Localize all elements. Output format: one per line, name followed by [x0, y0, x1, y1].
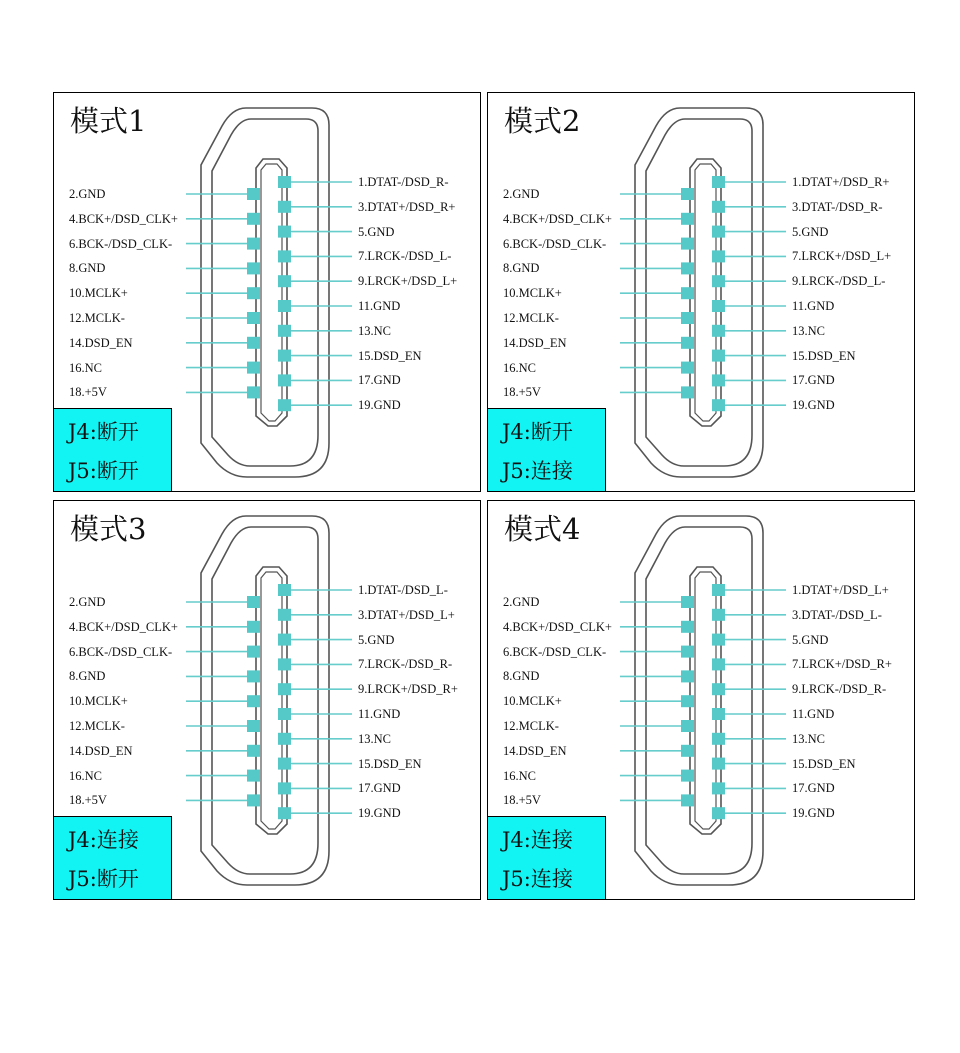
right-pin-contact	[278, 350, 291, 362]
jumper-j5-status: J5:连接	[502, 867, 573, 891]
left-pin-label: 16.NC	[69, 360, 102, 375]
right-pin-contact	[278, 683, 291, 695]
left-pin-label: 12.MCLK-	[503, 311, 559, 325]
right-pin-contact	[712, 300, 725, 312]
mode-panel-3	[53, 500, 481, 900]
right-pin-label: 7.LRCK-/DSD_L-	[358, 249, 452, 264]
left-pin-label: 18.+5V	[503, 793, 541, 808]
right-pin-contact	[712, 250, 725, 262]
left-pin-label: 10.MCLK+	[69, 694, 128, 709]
mode-panel-1	[53, 92, 481, 492]
right-pin-contact	[278, 634, 291, 646]
left-pin-label: 4.BCK+/DSD_CLK+	[69, 211, 178, 226]
right-pin-label: 7.LRCK-/DSD_R-	[358, 657, 453, 672]
left-pin-contact	[681, 262, 694, 274]
left-pin-contact	[681, 386, 694, 398]
left-pin-contact	[681, 695, 694, 707]
right-pin-contact	[278, 300, 291, 312]
right-pin-label: 11.GND	[792, 707, 835, 721]
right-pin-contact	[278, 374, 291, 386]
jumper-settings-box	[54, 408, 172, 492]
jumper-j4-status: J4:连接	[502, 828, 573, 852]
right-pin-label: 15.DSD_EN	[792, 348, 856, 363]
left-pin-label: 14.DSD_EN	[69, 743, 133, 758]
left-pin-contact	[247, 596, 260, 608]
right-pin-label: 17.GND	[792, 373, 835, 388]
left-pin-label: 8.GND	[503, 261, 540, 276]
left-pin-contact	[681, 621, 694, 633]
left-pin-label: 6.BCK-/DSD_CLK-	[69, 236, 173, 251]
left-pin-label: 16.NC	[503, 768, 536, 783]
right-pin-contact	[278, 782, 291, 794]
right-pin-contact	[278, 658, 291, 670]
left-pin-contact	[247, 695, 260, 707]
right-pin-contact	[712, 733, 725, 745]
left-pin-contact	[247, 720, 260, 732]
right-pin-contact	[712, 807, 725, 819]
right-pin-contact	[278, 807, 291, 819]
left-pin-contact	[681, 720, 694, 732]
left-pin-label: 16.NC	[503, 360, 536, 375]
right-pin-label: 3.DTAT+/DSD_L+	[358, 607, 455, 622]
right-pin-contact	[712, 325, 725, 337]
left-pin-contact	[681, 287, 694, 299]
right-pin-contact	[278, 201, 291, 213]
right-pin-contact	[712, 634, 725, 646]
right-pin-label: 17.GND	[358, 781, 401, 796]
left-pin-contact	[681, 670, 694, 682]
jumper-j5-status: J5:断开	[68, 459, 139, 483]
left-pin-label: 6.BCK-/DSD_CLK-	[503, 644, 607, 659]
right-pin-contact	[278, 275, 291, 287]
left-pin-contact	[681, 337, 694, 349]
left-pin-label: 8.GND	[503, 669, 540, 684]
right-pin-label: 1.DTAT+/DSD_L+	[792, 583, 889, 597]
mode-title: 模式1	[70, 104, 147, 138]
right-pin-label: 7.LRCK+/DSD_L+	[792, 249, 892, 264]
mode-panel-2	[487, 92, 915, 492]
left-pin-label: 14.DSD_EN	[503, 335, 567, 350]
right-pin-label: 5.GND	[792, 224, 829, 239]
left-pin-contact	[681, 238, 694, 250]
left-pin-contact	[247, 287, 260, 299]
left-pin-contact	[247, 262, 260, 274]
right-pin-contact	[712, 683, 725, 695]
right-pin-label: 19.GND	[358, 806, 401, 821]
right-pin-label: 11.GND	[358, 299, 401, 313]
left-pin-label: 10.MCLK+	[69, 286, 128, 301]
right-pin-contact	[712, 350, 725, 362]
mode-title: 模式4	[504, 512, 581, 546]
jumper-j5-status: J5:连接	[502, 459, 573, 483]
right-pin-label: 13.NC	[358, 323, 391, 338]
right-pin-label: 13.NC	[792, 731, 825, 746]
right-pin-label: 11.GND	[358, 707, 401, 721]
jumper-settings-box	[488, 408, 606, 492]
right-pin-label: 1.DTAT-/DSD_L-	[358, 583, 448, 597]
right-pin-label: 15.DSD_EN	[358, 756, 422, 771]
left-pin-contact	[247, 770, 260, 782]
right-pin-contact	[712, 399, 725, 411]
left-pin-contact	[247, 794, 260, 806]
left-pin-label: 6.BCK-/DSD_CLK-	[69, 644, 173, 659]
right-pin-label: 17.GND	[792, 781, 835, 796]
right-pin-contact	[712, 176, 725, 188]
left-pin-label: 4.BCK+/DSD_CLK+	[69, 619, 178, 634]
right-pin-contact	[712, 609, 725, 621]
left-pin-label: 10.MCLK+	[503, 286, 562, 301]
left-pin-contact	[247, 386, 260, 398]
right-pin-contact	[278, 226, 291, 238]
right-pin-label: 11.GND	[792, 299, 835, 313]
left-pin-contact	[681, 596, 694, 608]
right-pin-label: 19.GND	[792, 398, 835, 413]
left-pin-contact	[681, 312, 694, 324]
left-pin-label: 2.GND	[503, 595, 540, 609]
left-pin-label: 2.GND	[69, 595, 106, 609]
left-pin-contact	[681, 213, 694, 225]
left-pin-contact	[681, 745, 694, 757]
jumper-j4-status: J4:连接	[68, 828, 139, 852]
right-pin-contact	[278, 399, 291, 411]
right-pin-contact	[278, 733, 291, 745]
right-pin-contact	[278, 250, 291, 262]
left-pin-label: 14.DSD_EN	[69, 335, 133, 350]
left-pin-contact	[247, 213, 260, 225]
right-pin-label: 1.DTAT+/DSD_R+	[792, 175, 890, 189]
right-pin-contact	[278, 708, 291, 720]
right-pin-contact	[712, 374, 725, 386]
right-pin-label: 5.GND	[358, 632, 395, 647]
left-pin-label: 14.DSD_EN	[503, 743, 567, 758]
left-pin-contact	[681, 646, 694, 658]
left-pin-contact	[247, 312, 260, 324]
left-pin-contact	[681, 188, 694, 200]
left-pin-label: 18.+5V	[69, 793, 107, 808]
left-pin-contact	[247, 337, 260, 349]
jumper-j4-status: J4:断开	[68, 420, 139, 444]
right-pin-contact	[712, 201, 725, 213]
jumper-j4-status: J4:断开	[502, 420, 573, 444]
left-pin-contact	[681, 362, 694, 374]
left-pin-label: 16.NC	[69, 768, 102, 783]
right-pin-label: 17.GND	[358, 373, 401, 388]
left-pin-label: 2.GND	[503, 187, 540, 201]
left-pin-label: 12.MCLK-	[503, 719, 559, 733]
right-pin-label: 13.NC	[358, 731, 391, 746]
left-pin-contact	[247, 646, 260, 658]
left-pin-contact	[247, 670, 260, 682]
right-pin-label: 9.LRCK-/DSD_L-	[792, 274, 886, 289]
jumper-j5-status: J5:断开	[68, 867, 139, 891]
left-pin-label: 10.MCLK+	[503, 694, 562, 709]
left-pin-contact	[247, 621, 260, 633]
right-pin-contact	[712, 758, 725, 770]
right-pin-contact	[712, 658, 725, 670]
right-pin-label: 19.GND	[358, 398, 401, 413]
left-pin-label: 2.GND	[69, 187, 106, 201]
right-pin-label: 3.DTAT-/DSD_L-	[792, 607, 882, 622]
mode-title: 模式3	[70, 512, 147, 546]
right-pin-contact	[278, 176, 291, 188]
right-pin-contact	[278, 609, 291, 621]
left-pin-label: 18.+5V	[503, 385, 541, 400]
right-pin-label: 7.LRCK+/DSD_R+	[792, 657, 892, 672]
right-pin-label: 15.DSD_EN	[358, 348, 422, 363]
right-pin-label: 9.LRCK-/DSD_R-	[792, 682, 887, 697]
right-pin-contact	[712, 584, 725, 596]
jumper-settings-box	[54, 816, 172, 900]
right-pin-label: 15.DSD_EN	[792, 756, 856, 771]
right-pin-label: 13.NC	[792, 323, 825, 338]
right-pin-label: 5.GND	[792, 632, 829, 647]
right-pin-contact	[712, 275, 725, 287]
jumper-settings-box	[488, 816, 606, 900]
right-pin-contact	[278, 584, 291, 596]
left-pin-contact	[247, 745, 260, 757]
left-pin-label: 18.+5V	[69, 385, 107, 400]
right-pin-contact	[278, 758, 291, 770]
mode-title: 模式2	[504, 104, 581, 138]
left-pin-label: 12.MCLK-	[69, 311, 125, 325]
left-pin-label: 6.BCK-/DSD_CLK-	[503, 236, 607, 251]
left-pin-label: 8.GND	[69, 261, 106, 276]
right-pin-label: 9.LRCK+/DSD_R+	[358, 682, 458, 697]
right-pin-contact	[278, 325, 291, 337]
left-pin-label: 4.BCK+/DSD_CLK+	[503, 619, 612, 634]
left-pin-contact	[247, 238, 260, 250]
right-pin-label: 9.LRCK+/DSD_L+	[358, 274, 458, 289]
right-pin-label: 19.GND	[792, 806, 835, 821]
right-pin-label: 3.DTAT+/DSD_R+	[358, 199, 456, 214]
left-pin-contact	[247, 188, 260, 200]
right-pin-label: 5.GND	[358, 224, 395, 239]
left-pin-contact	[681, 770, 694, 782]
left-pin-label: 4.BCK+/DSD_CLK+	[503, 211, 612, 226]
right-pin-contact	[712, 782, 725, 794]
left-pin-label: 12.MCLK-	[69, 719, 125, 733]
left-pin-contact	[247, 362, 260, 374]
mode-panel-4	[487, 500, 915, 900]
left-pin-label: 8.GND	[69, 669, 106, 684]
right-pin-contact	[712, 226, 725, 238]
left-pin-contact	[681, 794, 694, 806]
right-pin-label: 1.DTAT-/DSD_R-	[358, 175, 449, 189]
right-pin-contact	[712, 708, 725, 720]
right-pin-label: 3.DTAT-/DSD_R-	[792, 199, 883, 214]
